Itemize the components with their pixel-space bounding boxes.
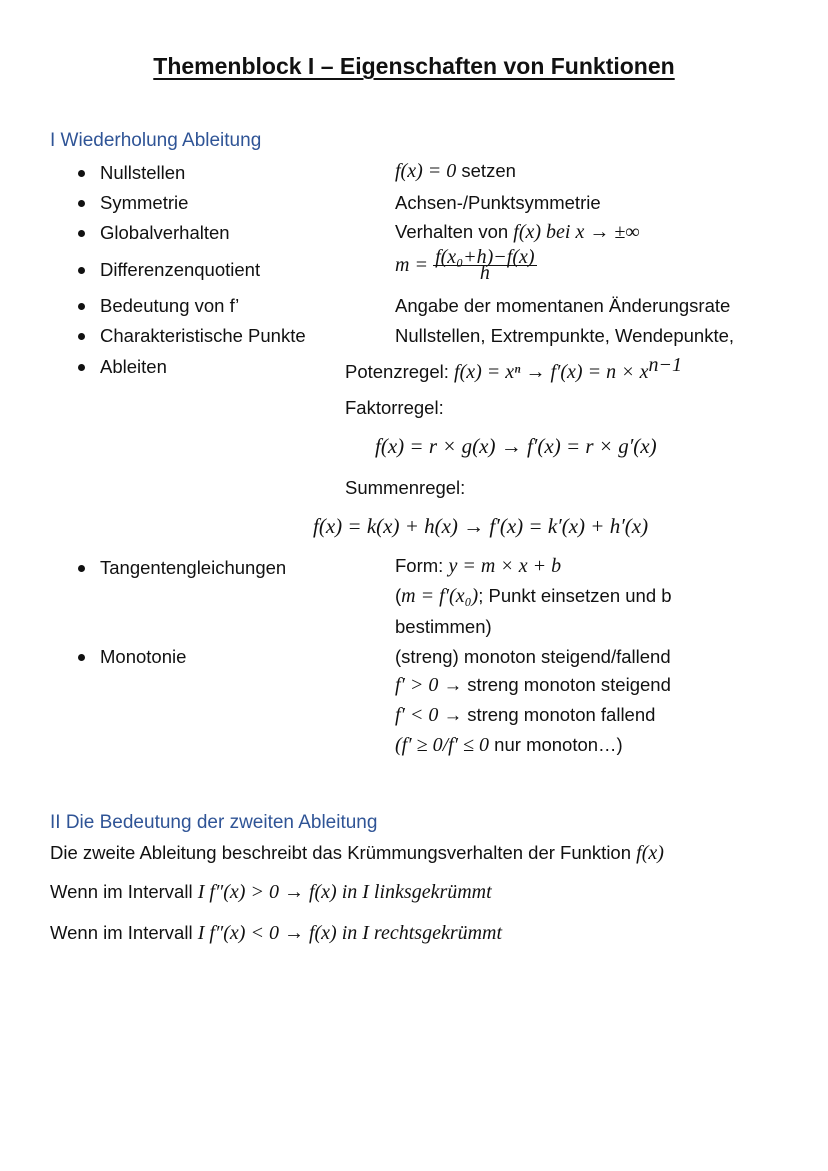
- bullet-icon: [78, 565, 85, 572]
- summenregel-formula: [313, 514, 648, 539]
- math-expression: f(x) = 0: [395, 160, 457, 182]
- bullet-icon: [78, 230, 85, 237]
- desc-text: nur monoton…): [489, 734, 623, 755]
- page-title: Themenblock I – Eigenschaften von Funktionen: [153, 53, 675, 79]
- item-desc-nullstellen: [395, 160, 516, 183]
- bullet-icon: [78, 303, 85, 310]
- math-expression: (f′ ≥ 0/f′ ≤ 0: [395, 734, 490, 756]
- monotonie-line-4: [395, 734, 623, 757]
- math-expression: I f″(x) > 0 → f(x) in I linksgekrümmt: [197, 881, 492, 903]
- item-label: Charakteristische Punkte: [100, 325, 306, 346]
- math-expression: f(x) bei x → ±∞: [513, 221, 640, 243]
- math-expression: f′ < 0: [395, 704, 439, 726]
- item-label: Differenzenquotient: [100, 259, 261, 280]
- item-label: Monotonie: [100, 646, 187, 667]
- item-desc-globalverhalten: [395, 221, 640, 244]
- fraction-denominator: h: [479, 262, 490, 284]
- bullet-icon: [78, 333, 85, 340]
- bullet-icon: [78, 170, 85, 177]
- tangent-slope: [395, 585, 672, 608]
- item-desc-charakteristische-punkte: Nullstellen, Extrempunkte, Wendepunkte,: [395, 325, 735, 346]
- tangent-form: [395, 555, 561, 578]
- math-expression: I f″(x) < 0 → f(x) in I rechtsgekrümmt: [197, 922, 503, 944]
- tangent-bestimmen: bestimmen): [395, 616, 492, 637]
- desc-text: Form:: [395, 555, 449, 576]
- math-expression: f(x): [636, 842, 664, 864]
- math-exponent: n−1: [648, 354, 682, 376]
- item-label: Symmetrie: [100, 192, 189, 213]
- monotonie-line-3: [395, 704, 655, 727]
- item-label: Ableiten: [100, 356, 167, 377]
- bullet-icon: [78, 364, 85, 371]
- desc-text: Verhalten von: [395, 221, 514, 242]
- section1-heading: I Wiederholung Ableitung: [50, 130, 262, 151]
- desc-text: → streng monoton steigend: [438, 674, 671, 695]
- math-expression: f(x) = k(x) + h(x) → f′(x) = k′(x) + h′(x): [313, 514, 649, 538]
- potenzregel: [345, 354, 682, 384]
- para-text: Wenn im Intervall: [50, 922, 198, 943]
- math-expression: f′ > 0: [395, 674, 439, 696]
- math-expression: f(x) = r × g(x) → f′(x) = r × g′(x): [375, 434, 657, 458]
- section2-heading: II Die Bedeutung der zweiten Ableitung: [50, 812, 378, 833]
- faktorregel-label: Faktorregel:: [345, 397, 444, 418]
- monotonie-line-2: [395, 674, 671, 697]
- item-label: Nullstellen: [100, 162, 186, 183]
- faktorregel-formula: [375, 434, 657, 459]
- difference-quotient-fraction: [433, 246, 536, 284]
- section2-line-3: [50, 922, 502, 945]
- math-expression: m = f′(x₀): [401, 585, 479, 607]
- item-label: Bedeutung von f’: [100, 295, 240, 316]
- desc-text: ; Punkt einsetzen und b: [478, 585, 672, 606]
- math-expression: y = m × x + b: [448, 555, 562, 577]
- para-text: Die zweite Ableitung beschreibt das Krümmungsverhalten der Funktion: [50, 842, 637, 863]
- bullet-icon: [78, 267, 85, 274]
- item-desc-symmetrie: Achsen-/Punktsymmetrie: [395, 192, 601, 213]
- section2-line-1: [50, 842, 664, 865]
- desc-text: setzen: [456, 160, 516, 181]
- desc-text: (: [395, 585, 402, 606]
- section2-line-2: [50, 881, 492, 904]
- item-desc-differenzenquotient: [395, 246, 537, 284]
- math-expression: m =: [395, 254, 428, 276]
- bullet-icon: [78, 200, 85, 207]
- item-desc-bedeutung: Angabe der momentanen Änderungsrate: [395, 295, 731, 316]
- summenregel-label: Summenregel:: [345, 477, 466, 498]
- math-expression: f(x) = xⁿ → f′(x) = n × x: [454, 361, 649, 384]
- fraction-numerator: f(x₀+h)−f(x): [435, 246, 535, 268]
- item-label: Globalverhalten: [100, 222, 230, 243]
- rule-label: Potenzregel:: [345, 361, 455, 383]
- bullet-icon: [78, 654, 85, 661]
- desc-text: → streng monoton fallend: [438, 704, 656, 725]
- monotonie-line-1: (streng) monoton steigend/fallend: [395, 646, 671, 667]
- item-label: Tangentengleichungen: [100, 557, 287, 578]
- para-text: Wenn im Intervall: [50, 881, 198, 902]
